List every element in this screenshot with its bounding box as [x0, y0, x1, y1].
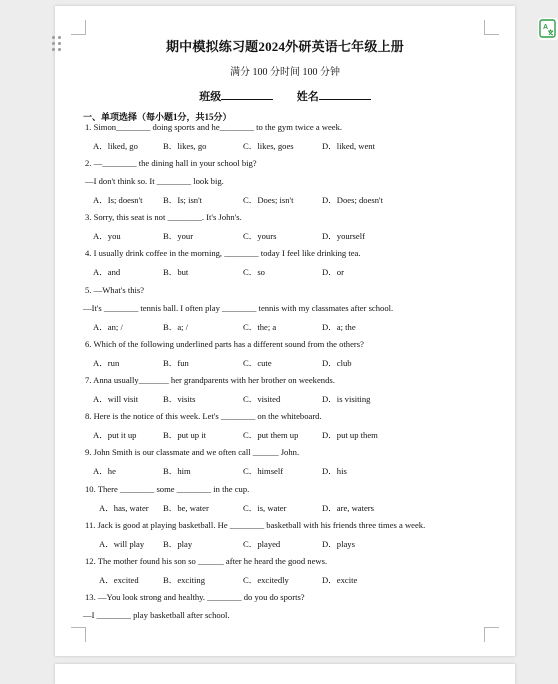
option-c: C．himself	[243, 466, 284, 476]
option-a: A．will visit	[93, 394, 139, 404]
option-a: A．Is; doesn't	[93, 195, 143, 205]
question-1: 1. Simon________ doing sports and he________ to the gym twice a week.	[85, 122, 343, 132]
option-c: C．visited	[243, 394, 281, 404]
option-b: B．him	[163, 466, 191, 476]
option-a: A．has, water	[99, 503, 149, 513]
question-4: 4. I usually drink coffee in the morning, ________ today I feel like drinking tea.	[85, 248, 361, 258]
section-title: 一、单项选择（每小题1分，共15分）	[83, 112, 232, 122]
option-b: B．be, water	[163, 503, 209, 513]
option-c: C．so	[243, 267, 265, 277]
option-b: B．Is; isn't	[163, 195, 203, 205]
option-d: D．his	[322, 466, 347, 476]
option-a: A．and	[93, 267, 121, 277]
student-info-line	[55, 88, 515, 104]
option-b: B．fun	[163, 358, 189, 368]
question-13: 13. —You look strong and healthy. ________ do you do sports?	[85, 592, 305, 602]
question-7: 7. Anna usually_______ her grandparents with her brother on weekends.	[85, 375, 335, 385]
question-8: 8. Here is the notice of this week. Let's ________ on the whiteboard.	[85, 411, 322, 421]
option-c: C．played	[243, 539, 281, 549]
page-corner-mark	[71, 20, 86, 35]
option-a: A．liked, go	[93, 141, 138, 151]
name-blank	[319, 89, 371, 100]
option-a: A．he	[93, 466, 116, 476]
option-b: B．but	[163, 267, 189, 277]
option-a: A．you	[93, 231, 121, 241]
option-d: D．club	[322, 358, 352, 368]
option-d: D．is visiting	[322, 394, 371, 404]
option-b: B．play	[163, 539, 193, 549]
option-d: D．yourself	[322, 231, 365, 241]
page-corner-mark	[484, 627, 499, 642]
option-b: B．a; /	[163, 322, 189, 332]
option-c: C．likes, goes	[243, 141, 294, 151]
question-5-reply: —It's ________ tennis ball. I often play ________ tennis with my classmates after school.	[83, 303, 394, 313]
question-11: 11. Jack is good at playing basketball. He ________ basketball with his friends three times a week.	[85, 520, 426, 530]
option-d: D．a; the	[322, 322, 356, 332]
option-d: D．excite	[322, 575, 358, 585]
option-a: A．will play	[99, 539, 145, 549]
option-b: B．your	[163, 231, 194, 241]
option-b: B．put up it	[163, 430, 206, 440]
translate-icon[interactable]	[538, 18, 558, 40]
question-13-reply: —I ________ play basketball after school.	[83, 610, 230, 620]
option-a: A．run	[93, 358, 120, 368]
name-label: 姓名	[296, 91, 319, 103]
option-c: C．cute	[243, 358, 272, 368]
option-c: C．put them up	[243, 430, 299, 440]
option-a: A．put it up	[93, 430, 137, 440]
page-corner-mark	[71, 627, 86, 642]
option-b: B．exciting	[163, 575, 206, 585]
option-c: C．excitedly	[243, 575, 289, 585]
class-label: 班级	[199, 91, 222, 103]
question-2-reply: —I don't think so. It ________ look big.	[85, 176, 224, 186]
question-12: 12. The mother found his son so ______ after he heard the good news.	[85, 556, 328, 566]
option-c: C．the; a	[243, 322, 277, 332]
option-d: D．liked, went	[322, 141, 375, 151]
option-c: C．is, water	[243, 503, 287, 513]
next-document-page	[55, 664, 515, 684]
drag-handle-icon[interactable]	[52, 36, 62, 52]
question-3: 3. Sorry, this seat is not ________. It's John's.	[85, 212, 242, 222]
document-page	[55, 6, 515, 656]
document-subtitle: 满分 100 分时间 100 分钟	[230, 67, 340, 78]
option-d: D．plays	[322, 539, 355, 549]
question-5: 5. —What's this?	[85, 285, 145, 295]
option-d: D．put up them	[322, 430, 378, 440]
option-a: A．an; /	[93, 322, 123, 332]
document-title: 期中模拟练习题2024外研英语七年级上册	[165, 39, 404, 54]
option-d: D．or	[322, 267, 344, 277]
svg-text:A: A	[543, 24, 549, 31]
page-corner-mark	[484, 20, 499, 35]
option-d: D．are, waters	[322, 503, 375, 513]
option-c: C．yours	[243, 231, 277, 241]
question-6: 6. Which of the following underlined parts has a different sound from the others?	[85, 339, 364, 349]
question-9: 9. John Smith is our classmate and we often call ______ John.	[85, 447, 300, 457]
option-c: C．Does; isn't	[243, 195, 294, 205]
option-a: A．excited	[99, 575, 139, 585]
class-blank	[221, 89, 273, 100]
option-d: D．Does; doesn't	[322, 195, 383, 205]
question-10: 10. There ________ some ________ in the cup.	[85, 484, 250, 494]
question-2: 2. —________ the dining hall in your school big?	[85, 158, 257, 168]
option-b: B．visits	[163, 394, 196, 404]
option-b: B．likes, go	[163, 141, 207, 151]
